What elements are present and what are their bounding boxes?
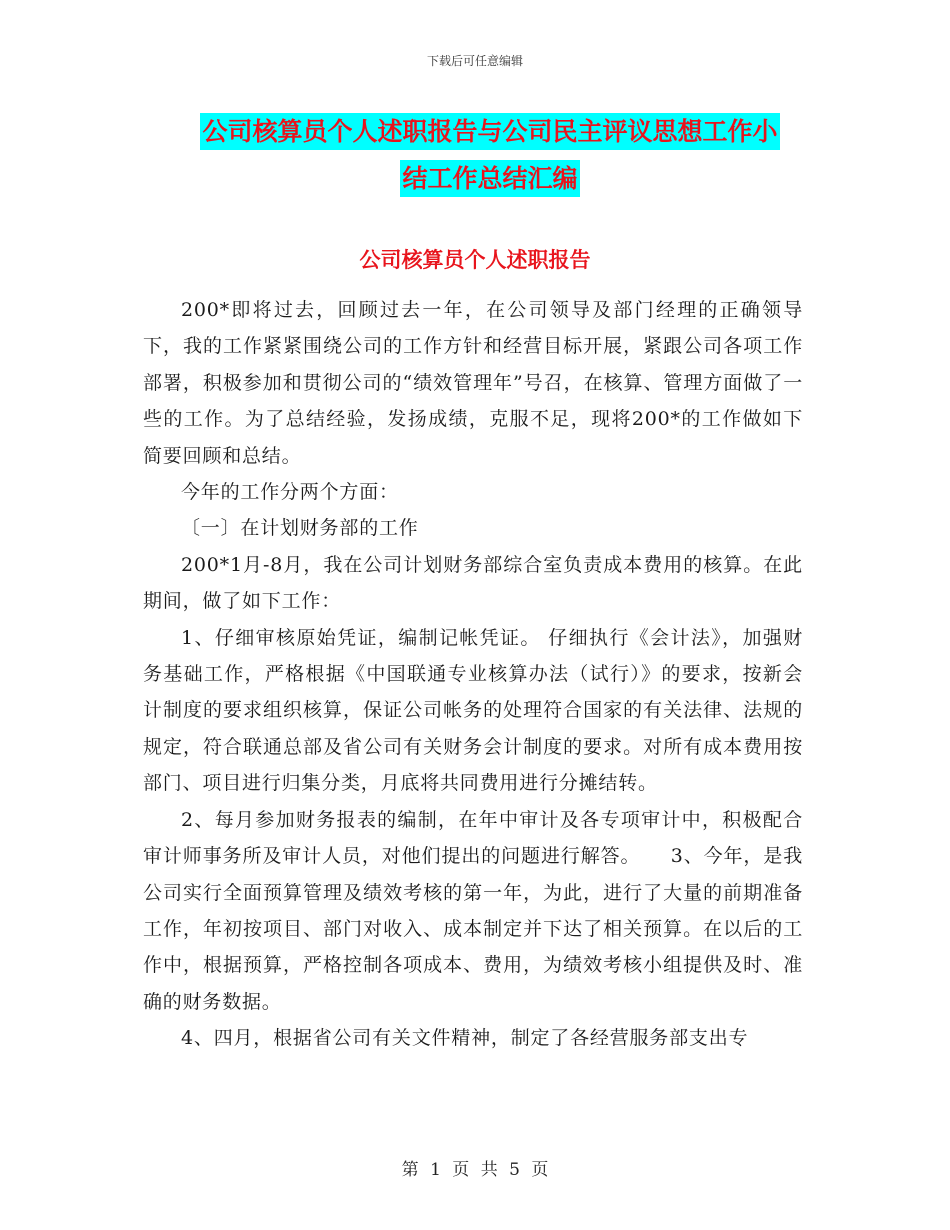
paragraph: 〔一〕在计划财务部的工作 <box>181 517 419 540</box>
header-note: 下载后可任意编辑 <box>426 54 523 68</box>
document-title <box>160 108 820 202</box>
paragraph: 1、仔细审核原始凭证，编制记帐凭证。 仔细执行《会计法》，加强财务基础工作，严格根据《中国联通专业核算办法（试行）》的要求，按新会计制度的要求组织核算，保证公司帐务的处理符合国家的有关法律、法规的规定，符合联通总部及省公司有关财务会计制度的要求。对所有成本费用按部门、项目进行归集分类，月底将共同费用进行分摊结转。 <box>143 626 803 795</box>
title-line-2: 结工作总结汇编 <box>400 160 579 197</box>
paragraph: 4、四月，根据省公司有关文件精神，制定了各经营服务部支出专 <box>181 1027 749 1050</box>
paragraph: 200*即将过去，回顾过去一年，在公司领导及部门经理的正确领导下，我的工作紧紧围绕公司的工作方针和经营目标开展，紧跟公司各项工作部署，积极参加和贯彻公司的“绩效管理年”号召，在核算、管理方面做了一些的工作。为了总结经验，发扬成绩，克服不足，现将200*的工作做如下简要回顾和总结。 <box>143 299 803 467</box>
title-line-1: 公司核算员个人述职报告与公司民主评议思想工作小 <box>200 113 779 150</box>
section-title: 公司核算员个人述职报告 <box>359 248 591 272</box>
document-body <box>143 292 803 1057</box>
paragraph: 今年的工作分两个方面： <box>181 481 399 504</box>
paragraph: 200*1月-8月，我在公司计划财务部综合室负责成本费用的核算。在此期间，做了如下工作： <box>143 553 803 613</box>
page-number: 第 1 页 共 5 页 <box>401 1160 549 1180</box>
paragraph: 2、每月参加财务报表的编制，在年中审计及各专项审计中，积极配合审计师事务所及审计人员，对他们提出的问题进行解答。 3、今年，是我公司实行全面预算管理及绩效考核的第一年，为此，进行了大量的前期准备工作，年初按项目、部门对收入、成本制定并下达了相关预算。在以后的工作中，根据预算，严格控制各项成本、费用，为绩效考核小组提供及时、准确的财务数据。 <box>143 808 803 1013</box>
